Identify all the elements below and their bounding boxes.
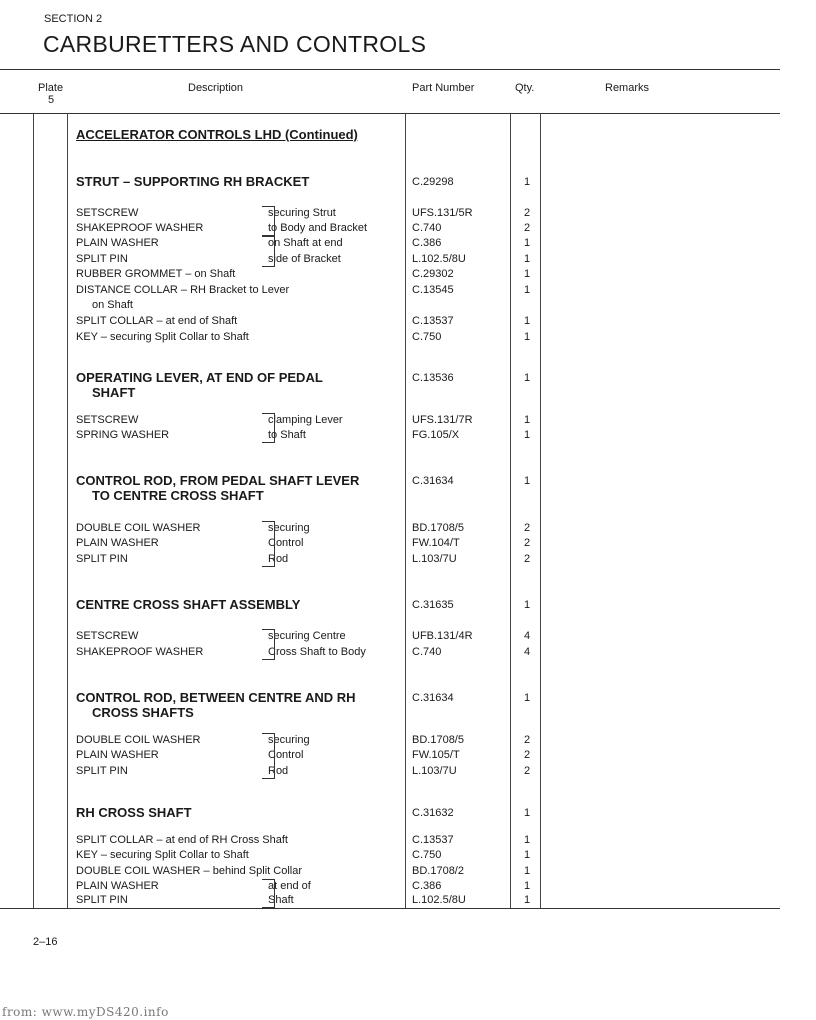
qty-cell: 1 <box>524 331 531 343</box>
table-row <box>0 235 560 251</box>
table-row <box>0 597 560 613</box>
divider <box>0 908 780 909</box>
part-number-cell: BD.1708/5 <box>412 734 464 746</box>
qty-cell: 2 <box>524 207 531 219</box>
table-row <box>0 370 560 386</box>
part-number-cell: C.386 <box>412 237 442 249</box>
remark-cell: Shaft <box>268 894 294 906</box>
part-number-cell: C.750 <box>412 331 442 343</box>
description-cell: PLAIN WASHER <box>76 237 159 249</box>
table-row <box>0 282 560 298</box>
description-cell: KEY – securing Split Collar to Shaft <box>76 849 249 861</box>
remark-cell: securing <box>268 522 310 534</box>
table-row <box>0 313 560 329</box>
remark-cell: clamping Lever <box>268 414 343 426</box>
description-cell: SPLIT PIN <box>76 894 128 906</box>
part-number-cell: UFS.131/5R <box>412 207 473 219</box>
description-cell: DOUBLE COIL WASHER <box>76 522 201 534</box>
description-cell: SPLIT COLLAR – at end of RH Cross Shaft <box>76 834 288 846</box>
description-cell: on Shaft <box>92 299 133 311</box>
table-row <box>0 805 560 821</box>
remark-cell: side of Bracket <box>268 253 341 265</box>
page-title: CARBURETTERS AND CONTROLS <box>43 31 427 57</box>
part-number-cell: C.750 <box>412 849 442 861</box>
part-number-cell: C.13545 <box>412 284 454 296</box>
part-number-cell: L.102.5/8U <box>412 253 466 265</box>
description-cell: SETSCREW <box>76 630 139 642</box>
qty-cell: 4 <box>524 630 531 642</box>
description-cell: PLAIN WASHER <box>76 749 159 761</box>
remark-cell: Control <box>268 749 304 761</box>
qty-cell: 4 <box>524 646 531 658</box>
description-cell: OPERATING LEVER, AT END OF PEDAL <box>76 370 323 385</box>
part-number-cell: L.103/7U <box>412 765 457 777</box>
part-number-cell: C.31634 <box>412 475 454 487</box>
qty-cell: 2 <box>524 553 531 565</box>
remark-cell: securing Strut <box>268 207 336 219</box>
table-row <box>0 473 560 489</box>
description-cell: SHAFT <box>92 385 136 400</box>
part-number-cell: C.740 <box>412 222 442 234</box>
part-number-cell: C.29302 <box>412 268 454 280</box>
qty-cell: 1 <box>524 894 531 906</box>
part-number-cell: C.31634 <box>412 692 454 704</box>
part-number-cell: FW.105/T <box>412 749 460 761</box>
qty-cell: 1 <box>524 475 531 487</box>
qty-cell: 1 <box>524 834 531 846</box>
bracket-icon <box>262 629 275 660</box>
description-cell: SPLIT PIN <box>76 765 128 777</box>
qty-cell: 2 <box>524 749 531 761</box>
description-cell: STRUT – SUPPORTING RH BRACKET <box>76 174 310 189</box>
description-cell: SPLIT COLLAR – at end of Shaft <box>76 315 238 327</box>
table-row <box>0 488 560 504</box>
col-header-plate: Plate <box>38 82 64 94</box>
plate-number: 5 <box>48 94 55 106</box>
table-row <box>0 520 560 536</box>
description-cell: SETSCREW <box>76 207 139 219</box>
part-number-cell: UFS.131/7R <box>412 414 473 426</box>
remark-cell: securing <box>268 734 310 746</box>
description-cell: SPLIT PIN <box>76 253 128 265</box>
description-cell: RUBBER GROMMET – on Shaft <box>76 268 236 280</box>
remark-cell: Rod <box>268 765 289 777</box>
table-row <box>0 628 560 644</box>
remark-cell: at end of <box>268 880 311 892</box>
part-number-cell: BD.1708/5 <box>412 522 464 534</box>
remark-cell: to Shaft <box>268 429 306 441</box>
table-row <box>0 863 560 879</box>
table-row <box>0 251 560 267</box>
section-label: SECTION 2 <box>44 13 103 25</box>
table-row <box>0 705 560 721</box>
table-row <box>0 174 560 190</box>
description-cell: RH CROSS SHAFT <box>76 805 192 820</box>
qty-cell: 1 <box>524 414 531 426</box>
description-cell: CROSS SHAFTS <box>92 705 194 720</box>
remark-cell: securing Centre <box>268 630 346 642</box>
table-row <box>0 205 560 221</box>
description-cell: PLAIN WASHER <box>76 880 159 892</box>
description-cell: CONTROL ROD, BETWEEN CENTRE AND RH <box>76 690 356 705</box>
description-cell: KEY – securing Split Collar to Shaft <box>76 331 249 343</box>
table-row <box>0 266 560 282</box>
qty-cell: 2 <box>524 734 531 746</box>
qty-cell: 1 <box>524 237 531 249</box>
remark-cell: on Shaft at end <box>268 237 343 249</box>
table-row <box>0 535 560 551</box>
page-number: 2–16 <box>33 936 58 948</box>
part-number-cell: C.13536 <box>412 372 454 384</box>
part-number-cell: L.102.5/8U <box>412 894 466 906</box>
description-cell: CENTRE CROSS SHAFT ASSEMBLY <box>76 597 301 612</box>
qty-cell: 1 <box>524 692 531 704</box>
table-row <box>0 747 560 763</box>
bracket-icon <box>262 413 275 443</box>
remark-cell: Cross Shaft to Body <box>268 646 366 658</box>
table-row <box>0 220 560 236</box>
part-number-cell: UFB.131/4R <box>412 630 473 642</box>
group-title: ACCELERATOR CONTROLS LHD (Continued) <box>76 127 358 142</box>
qty-cell: 1 <box>524 880 531 892</box>
part-number-cell: FW.104/T <box>412 537 460 549</box>
bracket-icon <box>262 236 275 267</box>
qty-cell: 1 <box>524 284 531 296</box>
description-cell: CONTROL ROD, FROM PEDAL SHAFT LEVER <box>76 473 360 488</box>
description-cell: SHAKEPROOF WASHER <box>76 222 204 234</box>
table-row <box>0 690 560 706</box>
part-number-cell: FG.105/X <box>412 429 460 441</box>
divider <box>0 113 780 114</box>
part-number-cell: L.103/7U <box>412 553 457 565</box>
col-header-description: Description <box>188 82 244 94</box>
bracket-icon <box>262 733 275 779</box>
description-cell: TO CENTRE CROSS SHAFT <box>92 488 264 503</box>
table-row <box>0 892 560 908</box>
description-cell: SPLIT PIN <box>76 553 128 565</box>
description-cell: DOUBLE COIL WASHER <box>76 734 201 746</box>
col-header-remarks: Remarks <box>605 82 650 94</box>
table-row <box>0 732 560 748</box>
qty-cell: 1 <box>524 253 531 265</box>
bracket-icon <box>262 521 275 567</box>
table-row <box>0 551 560 567</box>
qty-cell: 2 <box>524 522 531 534</box>
table-row <box>0 385 560 401</box>
remark-cell: Rod <box>268 553 289 565</box>
watermark: from: www.myDS420.info <box>2 1005 169 1019</box>
qty-cell: 1 <box>524 372 531 384</box>
description-cell: PLAIN WASHER <box>76 537 159 549</box>
description-cell: SPRING WASHER <box>76 429 170 441</box>
qty-cell: 1 <box>524 315 531 327</box>
part-number-cell: C.13537 <box>412 834 454 846</box>
part-number-cell: BD.1708/2 <box>412 865 464 877</box>
qty-cell: 2 <box>524 765 531 777</box>
table-row <box>0 847 560 863</box>
table-row <box>0 832 560 848</box>
col-header-qty: Qty. <box>515 82 535 94</box>
description-cell: SETSCREW <box>76 414 139 426</box>
qty-cell: 1 <box>524 807 531 819</box>
part-number-cell: C.31635 <box>412 599 454 611</box>
description-cell: SHAKEPROOF WASHER <box>76 646 204 658</box>
part-number-cell: C.29298 <box>412 176 454 188</box>
divider <box>0 69 780 70</box>
table-row <box>0 763 560 779</box>
col-header-part-number: Part Number <box>412 82 475 94</box>
remark-cell: to Body and Bracket <box>268 222 368 234</box>
qty-cell: 1 <box>524 429 531 441</box>
description-cell: DISTANCE COLLAR – RH Bracket to Lever <box>76 284 290 296</box>
qty-cell: 1 <box>524 849 531 861</box>
qty-cell: 2 <box>524 222 531 234</box>
bracket-icon <box>262 206 275 236</box>
part-number-cell: C.386 <box>412 880 442 892</box>
table-row <box>0 297 560 313</box>
remark-cell: Control <box>268 537 304 549</box>
part-number-cell: C.13537 <box>412 315 454 327</box>
qty-cell: 1 <box>524 865 531 877</box>
table-row <box>0 412 560 428</box>
part-number-cell: C.740 <box>412 646 442 658</box>
qty-cell: 2 <box>524 537 531 549</box>
table-row <box>0 427 560 443</box>
qty-cell: 1 <box>524 176 531 188</box>
table-row <box>0 644 560 660</box>
part-number-cell: C.31632 <box>412 807 454 819</box>
qty-cell: 1 <box>524 599 531 611</box>
table-row <box>0 329 560 345</box>
description-cell: DOUBLE COIL WASHER – behind Split Collar <box>76 865 302 877</box>
bracket-icon <box>262 879 275 908</box>
qty-cell: 1 <box>524 268 531 280</box>
